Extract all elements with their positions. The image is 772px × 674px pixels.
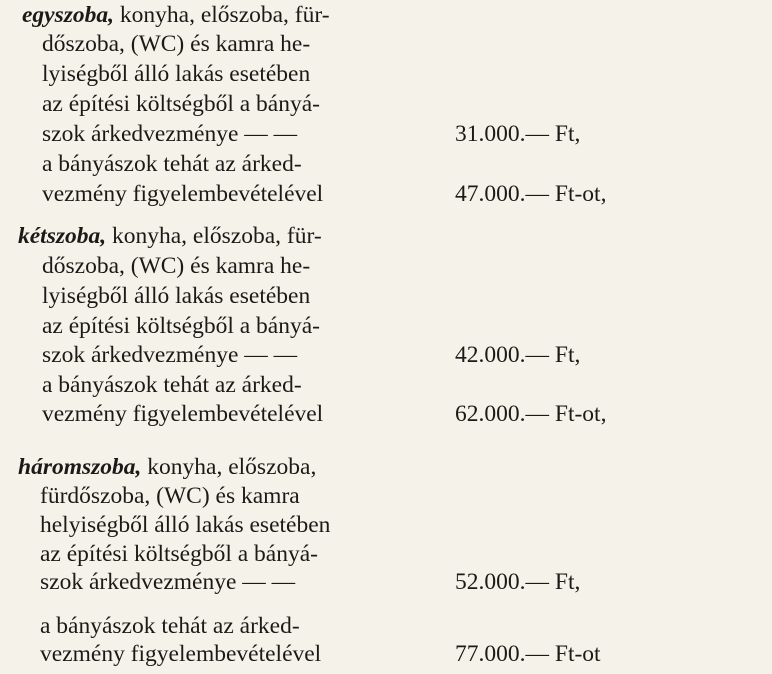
line-text: helyiségből álló lakás esetében xyxy=(40,512,331,538)
apartment-type: egyszoba, xyxy=(22,2,115,28)
text-line xyxy=(0,30,772,58)
text-line xyxy=(0,312,772,340)
text-line xyxy=(0,640,772,668)
text-line xyxy=(0,400,772,428)
text-line xyxy=(0,222,772,250)
text-line xyxy=(0,540,772,568)
line-text: lyiségből álló lakás esetében xyxy=(42,283,311,309)
line-text: a bányászok tehát az árked- xyxy=(42,372,302,398)
text-line xyxy=(0,252,772,280)
line-text: dőszoba, (WC) és kamra he- xyxy=(42,253,311,279)
text-line xyxy=(0,453,772,481)
amount-discount: 52.000.— Ft, xyxy=(455,569,581,595)
amount-total: 62.000.— Ft-ot, xyxy=(455,401,607,427)
text-line xyxy=(0,120,772,148)
text-line xyxy=(0,60,772,88)
line-text: vezmény figyelembevételével xyxy=(42,401,324,427)
text-line xyxy=(0,612,772,640)
apartment-type: háromszoba, xyxy=(18,454,142,480)
amount-discount: 42.000.— Ft, xyxy=(455,342,581,368)
line-text: konyha, előszoba, xyxy=(141,454,317,480)
text-line xyxy=(0,282,772,310)
text-line xyxy=(0,511,772,539)
line-text: szok árkedvezménye — — xyxy=(40,569,296,595)
line-text: konyha, előszoba, für- xyxy=(106,223,322,249)
text-line xyxy=(0,568,772,596)
line-text: szok árkedvezménye — — xyxy=(42,121,298,147)
text-line xyxy=(0,482,772,510)
line-text: a bányászok tehát az árked- xyxy=(40,613,300,639)
amount-total: 47.000.— Ft-ot, xyxy=(455,181,607,207)
text-line xyxy=(0,90,772,118)
line-text: fürdőszoba, (WC) és kamra xyxy=(40,483,300,509)
line-text: az építési költségből a bányá- xyxy=(42,91,320,117)
line-text: az építési költségből a bányá- xyxy=(40,541,318,567)
line-text: konyha, előszoba, für- xyxy=(114,2,330,28)
amount-discount: 31.000.— Ft, xyxy=(455,121,581,147)
text-line xyxy=(0,341,772,369)
line-text: a bányászok tehát az árked- xyxy=(42,151,302,177)
text-line xyxy=(0,371,772,399)
text-line xyxy=(0,180,772,208)
apartment-type: kétszoba, xyxy=(18,223,107,249)
text-line xyxy=(0,1,772,29)
line-text: szok árkedvezménye — — xyxy=(42,342,298,368)
line-text: lyiségből álló lakás esetében xyxy=(42,61,311,87)
line-text: dőszoba, (WC) és kamra he- xyxy=(42,31,311,57)
line-text: az építési költségből a bányá- xyxy=(42,313,320,339)
line-text: vezmény figyelembevételével xyxy=(40,641,322,667)
line-text: vezmény figyelembevételével xyxy=(42,181,324,207)
text-line xyxy=(0,150,772,178)
amount-total: 77.000.— Ft-ot xyxy=(455,641,601,667)
